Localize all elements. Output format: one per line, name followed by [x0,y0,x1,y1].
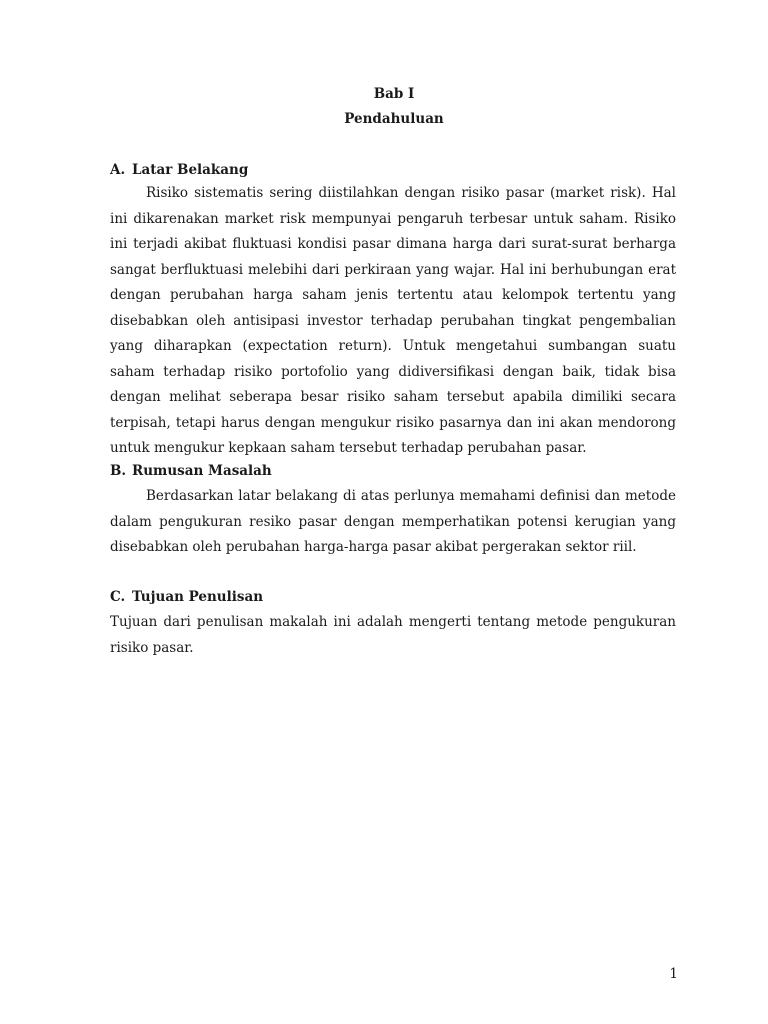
section-title: Rumusan Masalah [132,463,272,479]
section-body-rumusan-masalah: Berdasarkan latar belakang di atas perlunya memahami definisi dan metode dalam pengukuran resiko pasar dengan memperhatikan potensi kerugian yang disebabkan oleh perubahan harga-harga pasar akibat pergerakan sektor riil. [110,488,676,555]
section-heading-rumusan-masalah [110,462,272,480]
section-body-latar-belakang: Risiko sistematis sering diistilahkan dengan risiko pasar (market risk). Hal ini dikarenakan market risk mempunyai pengaruh terbesar untuk saham. Risiko ini terjadi akibat fluktuasi kondisi pasar dimana harga dari surat-surat berharga sangat berfluktuasi melebihi dari perkiraan yang wajar. Hal ini berhubungan erat dengan perubahan harga saham jenis tertentu atau kelompok tertentu yang disebabkan oleh antisipasi investor terhadap perubahan tingkat pengembalian yang diharapkan (expectation return). Untuk mengetahui sumbangan suatu saham terhadap risiko portofolio yang didiversifikasi dengan baik, tidak bisa dengan melihat seberapa besar risiko saham tersebut apabila dimiliki secara terpisah, tetapi harus dengan mengukur risiko pasarnya dan ini akan mendorong untuk mengukur kepkaan saham tersebut terhadap perubahan pasar. [110,185,676,456]
section-heading-tujuan-penulisan [110,588,263,606]
section-body-tujuan-penulisan: Tujuan dari penulisan makalah ini adalah mengerti tentang metode pengukuran risiko pasar. [110,614,676,656]
section-letter: A. [110,162,126,178]
chapter-title: Pendahuluan [344,111,444,127]
chapter-number: Bab I [373,86,415,102]
section-heading-latar-belakang [110,161,248,179]
page-number: 1 [669,966,678,982]
section-title: Tujuan Penulisan [132,589,264,605]
section-letter: B. [110,463,127,479]
section-letter: C. [110,589,126,605]
section-title: Latar Belakang [132,162,249,178]
